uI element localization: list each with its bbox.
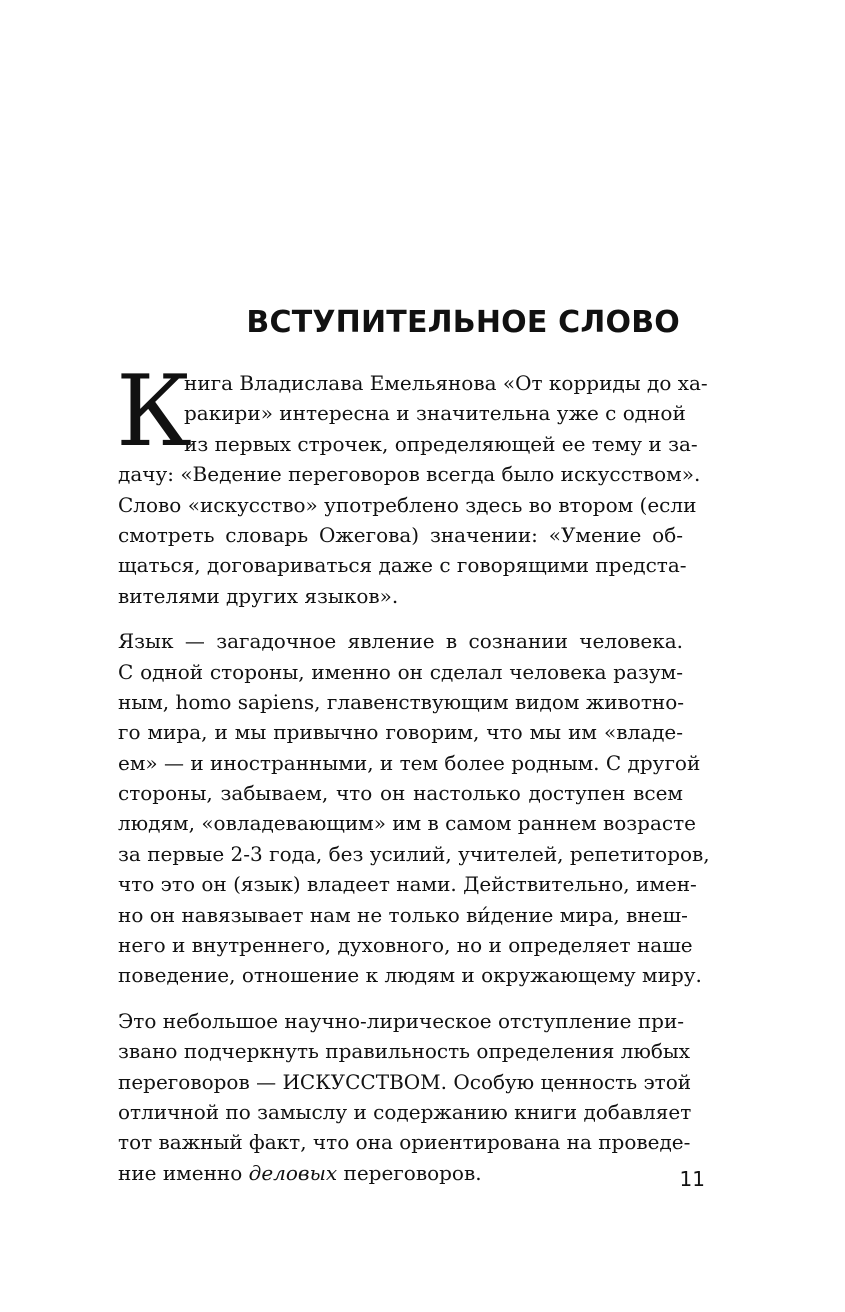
text-line: переговоров — ИСКУССТВОМ. Особую ценность этой xyxy=(118,1069,692,1094)
text-line: звано подчеркнуть правильность определения любых xyxy=(118,1039,691,1064)
text-line: поведение, отношение к людям и окружающему миру. xyxy=(118,963,702,988)
text-line: ным, homo sapiens, главенствующим видом животно- xyxy=(118,689,685,714)
drop-cap: К xyxy=(116,355,192,469)
paragraph-3 xyxy=(118,1006,692,1188)
text-line: него и внутреннего, духовного, но и определяет наше xyxy=(118,933,693,958)
text-line: смотреть словарь Ожегова) значении: «Умение об- xyxy=(118,522,683,547)
text-fragment: ние именно xyxy=(118,1160,249,1185)
paragraph-1 xyxy=(116,355,708,611)
text-fragment: переговоров. xyxy=(337,1160,482,1185)
text-line: отличной по замыслу и содержанию книги добавляет xyxy=(118,1099,692,1124)
paragraph-2 xyxy=(118,626,710,991)
paragraph-gap xyxy=(118,991,683,1006)
chapter-title: ВСТУПИТЕЛЬНОЕ СЛОВО xyxy=(246,305,680,340)
text-line: нига Владислава Емельянова «От корриды до ха- xyxy=(184,371,708,395)
text-line: го мира, и мы привычно говорим, что мы им «владе- xyxy=(118,720,683,745)
text-line: но он навязывает нам не только ви́дение мира, внеш- xyxy=(118,902,688,927)
text-line: Это небольшое научно-лирическое отступление при- xyxy=(118,1008,685,1033)
text-line: Язык — загадочное явление в сознании человека. xyxy=(118,629,683,654)
text-line: Слово «искусство» употреблено здесь во втором (если xyxy=(118,492,697,517)
page-number: 11 xyxy=(679,1167,705,1191)
text-line: людям, «овладевающим» им в самом раннем возрасте xyxy=(118,811,696,836)
text-line: С одной стороны, именно он сделал человека разум- xyxy=(118,659,683,684)
paragraph-gap xyxy=(118,611,683,626)
text-line: дачу: «Ведение переговоров всегда было искусством». xyxy=(118,462,701,487)
text-line: вителями других языков». xyxy=(118,583,399,608)
emphasis-text: деловых xyxy=(248,1160,338,1185)
text-line: ем» — и иностранными, и тем более родным. С другой xyxy=(118,750,701,775)
text-line: щаться, договариваться даже с говорящими предста- xyxy=(118,553,687,578)
text-line: из первых строчек, определяющей ее тему и за- xyxy=(184,431,698,456)
text-line: что это он (язык) владеет нами. Действительно, имен- xyxy=(118,872,697,897)
text-line: ракири» интересна и значительна уже с одной xyxy=(184,401,686,426)
dropcap-block xyxy=(116,355,708,469)
text-line-final xyxy=(118,1158,683,1188)
text-line: тот важный факт, что она ориентирована на проведе- xyxy=(118,1130,691,1155)
text-line: стороны, забываем, что он настолько доступен всем xyxy=(118,781,683,806)
text-line: за первые 2-3 года, без усилий, учителей, репетиторов, xyxy=(118,841,710,866)
